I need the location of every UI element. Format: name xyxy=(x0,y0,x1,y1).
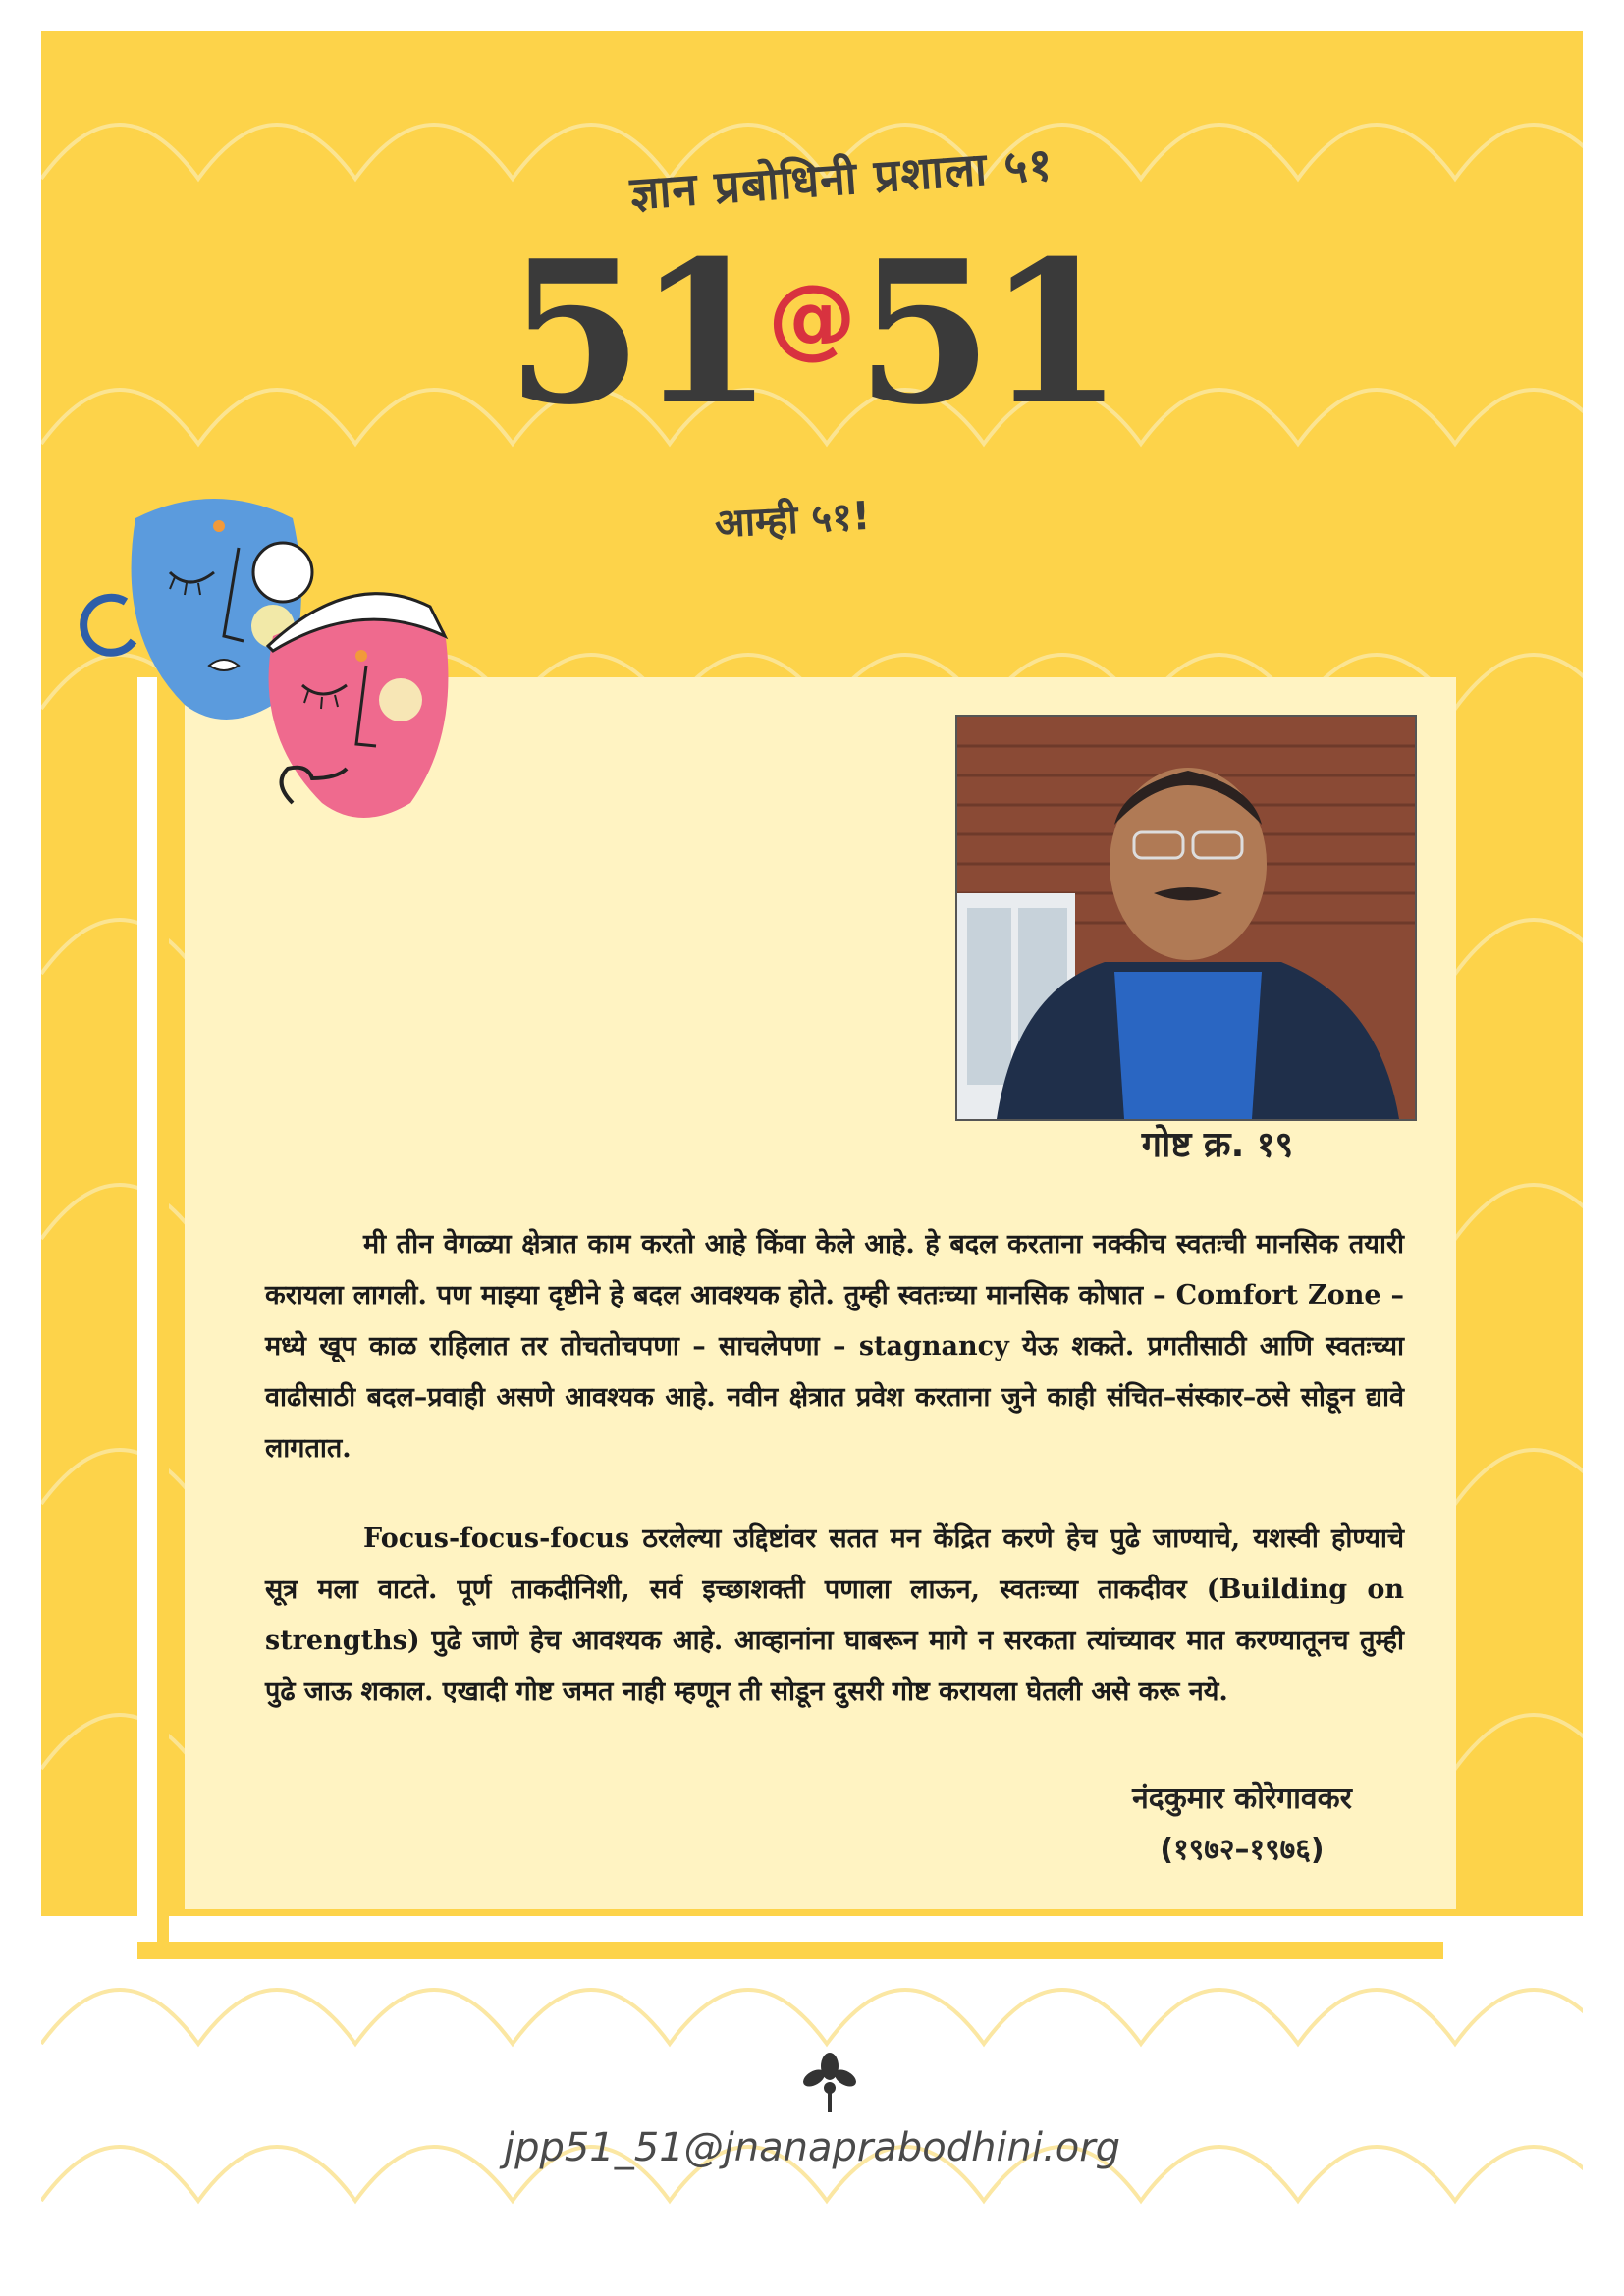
story-caption: गोष्ट क्र. १९ xyxy=(1141,1125,1294,1165)
story-paragraph-2: Focus-focus-focus ठरलेल्या उद्दिष्टांवर सतत मन केंद्रित करणे हेच पुढे जाण्याचे, यशस्वी होण्याचे सूत्र मला वाटते. पूर्ण ताकदीनिशी, सर्व इच्छाशक्ती पणाला लाऊन, स्वतःच्या ताकदीवर (Building on strengths) पुढे जाणे हेच आवश्यक आहे. आव्हानांना घाबरून मागे न सरकता त्यांच्यावर मात करण्यातूनच तुम्ही पुढे जाऊ शकाल. एखादी गोष्ट जमत नाही म्हणून ती सोडून दुसरी गोष्ट करायला घेतली असे करू नये. xyxy=(265,1523,1404,1707)
frame-border-bottom xyxy=(137,1942,1443,1959)
author-photo xyxy=(955,715,1417,1121)
pink-mask xyxy=(268,594,448,818)
author-portrait-image xyxy=(957,717,1415,1119)
big-title xyxy=(0,218,1624,449)
contact-email[interactable]: jpp51_51@jnanaprabodhini.org xyxy=(503,2125,1121,2170)
story-paragraph-1: मी तीन वेगळ्या क्षेत्रात काम करतो आहे किंवा केले आहे. हे बदल करताना नक्कीच स्वतःची मानसिक तयारी करायला लागली. पण माझ्या दृष्टीने हे बदल आवश्यक होते. तुम्ही स्वतःच्या मानसिक कोषात – Comfort Zone – मध्ये खूप काळ राहिलात तर तोचतोचपणा – साचलेपणा – stagnancy येऊ शकते. प्रगतीसाठी आणि स्वतःच्या वाढीसाठी बदल–प्रवाही असणे आवश्यक आहे. नवीन क्षेत्रात प्रवेश करताना जुने काही संचित–संस्कार–ठसे सोडून द्यावे लागतात. xyxy=(265,1229,1404,1464)
frame-border-left-inner xyxy=(157,677,169,1953)
frame-border-left xyxy=(137,677,157,1953)
author-years: (१९७२–१९७६) xyxy=(1160,1833,1325,1867)
big-title-at: @ xyxy=(768,266,856,369)
theatre-masks-icon xyxy=(77,479,469,852)
big-title-right: 51 xyxy=(856,218,1118,449)
org-title: ज्ञान प्रबोधिनी प्रशाला ५१ xyxy=(628,137,1056,220)
big-title-left: 51 xyxy=(506,218,768,449)
author-name: नंदकुमार कोरेगावकर xyxy=(1132,1782,1352,1816)
lotus-emblem-icon xyxy=(800,2047,859,2115)
tagline: आम्ही ५१! xyxy=(713,493,872,548)
